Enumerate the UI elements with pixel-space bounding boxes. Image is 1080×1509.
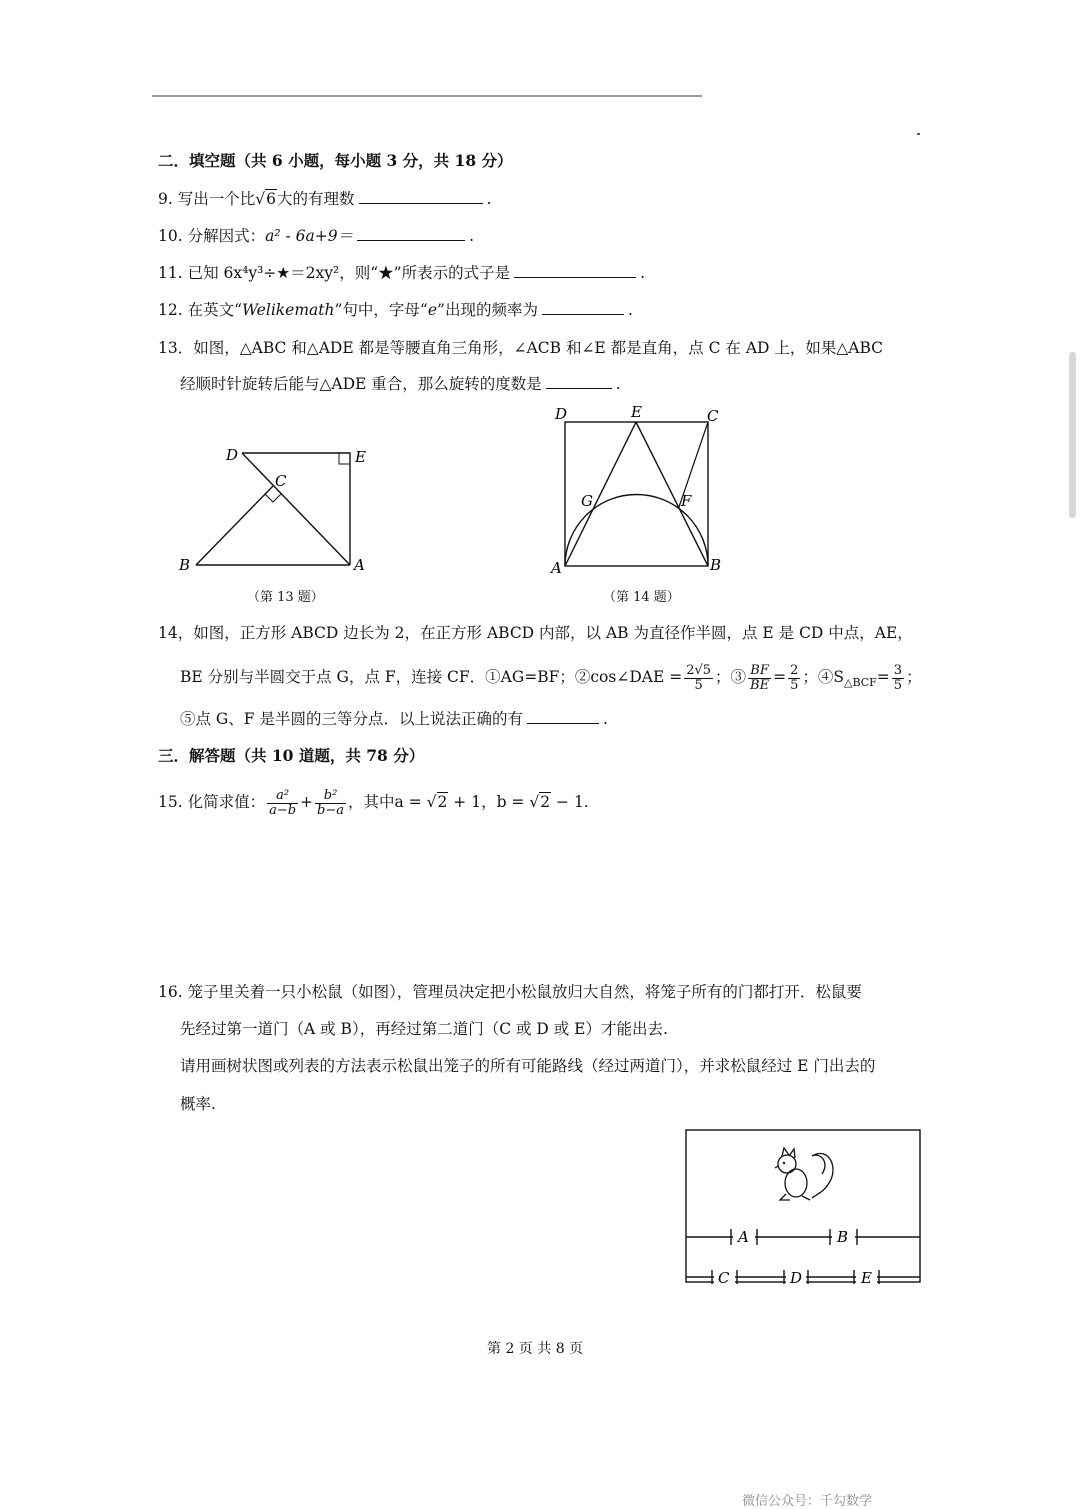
q9-post: 大的有理数	[276, 190, 355, 208]
q14-answer-blank[interactable]	[527, 709, 599, 724]
q13-answer-blank[interactable]	[546, 374, 612, 389]
watermark: 微信公众号：千勾数学	[742, 1494, 873, 1509]
q13-line2	[180, 374, 621, 394]
q10-end: .	[469, 227, 475, 245]
q14-l2-b: ；③	[715, 668, 747, 686]
q15-sqrt-a: √2	[426, 793, 448, 811]
door-A: A	[738, 1228, 749, 1246]
q14-frac-two-fifths: $\frac{2}{5}$	[790, 662, 799, 693]
q15-frac-1: $\frac{\text{a²}}{a-b}$	[269, 787, 297, 818]
q9-pre: 9. 写出一个比	[158, 190, 256, 208]
q14-line3-text: ⑤点 G、F 是半圆的三等分点．以上说法正确的有	[180, 710, 523, 728]
q14-line1: 14，如图，正方形 ABCD 边长为 2，在正方形 ABCD 内部，以 AB 为直径作半圆，点 E 是 CD 中点，AE，	[158, 624, 913, 642]
q14-frac-bf-be: $\frac{BF}{BE}$	[750, 662, 770, 693]
q15-post-c: − 1.	[551, 793, 589, 811]
q14-frac-cos: $\frac{2√5}{5}$	[686, 662, 712, 693]
scrollbar[interactable]	[1069, 352, 1076, 518]
q16-line2: 先经过第一道门（A 或 B），再经过第二道门（C 或 D 或 E）才能出去.	[180, 1020, 668, 1038]
fig13-label-E: E	[355, 448, 366, 466]
q12-post: ”出现的频率为	[437, 301, 538, 319]
figure-14	[548, 402, 728, 577]
q13-end: .	[615, 375, 621, 393]
q14-l2-e: =	[876, 668, 890, 686]
q10-pre: 10. 分解因式：	[158, 227, 266, 245]
q15-sqrt-b: √2	[529, 793, 551, 811]
q9-answer-blank[interactable]	[359, 189, 483, 204]
q10-expr: a² - 6a+9＝	[265, 227, 354, 245]
fig13-label-C: C	[275, 472, 287, 490]
q12-answer-blank[interactable]	[542, 300, 624, 315]
question-15	[158, 782, 589, 822]
q9-end: .	[486, 190, 492, 208]
q10-answer-blank[interactable]	[357, 226, 465, 241]
section3-title: 三．解答题（共 10 道题，共 78 分）	[158, 746, 425, 765]
q16-line4: 概率.	[180, 1095, 216, 1113]
speck-mark	[917, 133, 920, 135]
q14-end: .	[603, 710, 608, 728]
squirrel-eye-icon	[783, 1162, 785, 1164]
fig14-label-A: A	[551, 559, 562, 577]
q13-line1: 13．如图，△ABC 和△ADE 都是等腰直角三角形，∠ACB 和∠E 都是直角，点 C 在 AD 上，如果△ABC	[158, 339, 884, 357]
fig13-label-D: D	[226, 446, 239, 464]
top-rule	[152, 95, 702, 97]
q11-pre: 11. 已知 6x⁴y³÷★＝2xy²，则“★”所表示的式子是	[158, 264, 511, 282]
page-footer: 第 2 页 共 8 页	[487, 1341, 584, 1357]
question-10	[158, 226, 474, 246]
question-11	[158, 263, 645, 283]
section2-title: 二．填空题（共 6 小题，每小题 3 分，共 18 分）	[158, 151, 513, 170]
q14-line3	[180, 709, 608, 729]
q16-line3: 请用画树状图或列表的方法表示松鼠出笼子的所有可能路线（经过两道门），并求松鼠经过 E 门出去的	[180, 1057, 876, 1075]
q11-answer-blank[interactable]	[514, 263, 636, 278]
figure-14-caption: （第 14 题）	[603, 590, 680, 605]
q15-pre: 15. 化简求值：	[158, 793, 266, 811]
q15-plus: +	[300, 793, 314, 811]
q14-frac-three-fifths: $\frac{3}{5}$	[893, 662, 903, 693]
q11-end: .	[640, 264, 646, 282]
q12-mid: ”句中，字母“	[334, 301, 428, 319]
door-E: E	[861, 1269, 872, 1287]
door-C: C	[718, 1269, 730, 1287]
squirrel-icon	[775, 1148, 833, 1200]
fig13-label-A: A	[354, 556, 365, 574]
q12-letter: e	[427, 301, 438, 319]
q14-l2-c: =	[773, 668, 787, 686]
fig13-label-B: B	[179, 556, 191, 574]
fig14-label-D: D	[555, 405, 568, 423]
figure-13-caption: （第 13 题）	[247, 590, 324, 605]
door-D: D	[790, 1269, 803, 1287]
q14-l2-sub: △BCF	[843, 676, 877, 690]
q14-line2	[180, 660, 922, 700]
q15-post-a: ，其中a =	[348, 793, 427, 811]
fig14-label-B: B	[710, 556, 722, 574]
q14-l2-end: ；	[906, 668, 922, 686]
figure-13	[170, 440, 380, 580]
fig14-label-F: F	[681, 492, 692, 510]
q12-pre: 12. 在英文“	[158, 301, 243, 319]
question-9	[158, 189, 491, 209]
fig14-label-E: E	[631, 403, 642, 421]
q9-sqrt: √6	[255, 190, 276, 208]
q12-word: Welikemath	[242, 301, 335, 319]
q16-line1: 16. 笼子里关着一只小松鼠（如图），管理员决定把小松鼠放归大自然，将笼子所有的门都打开．松鼠要	[158, 983, 862, 1001]
q15-post-b: + 1，b =	[448, 793, 530, 811]
figure-16-cage	[684, 1128, 924, 1288]
fig14-label-C: C	[707, 407, 719, 425]
q15-frac-2: $\frac{\text{b²}}{b-a}$	[317, 787, 345, 818]
door-B: B	[837, 1228, 849, 1246]
fig14-label-G: G	[581, 492, 593, 510]
question-12	[158, 300, 633, 320]
q13-line2-text: 经顺时针旋转后能与△ADE 重合，那么旋转的度数是	[180, 375, 542, 393]
q14-l2-d: ；④S	[802, 668, 844, 686]
q12-end: .	[627, 301, 633, 319]
q14-l2-a: BE 分别与半圆交于点 G，点 F，连接 CF．①AG=BF；②cos∠DAE =	[180, 668, 683, 686]
